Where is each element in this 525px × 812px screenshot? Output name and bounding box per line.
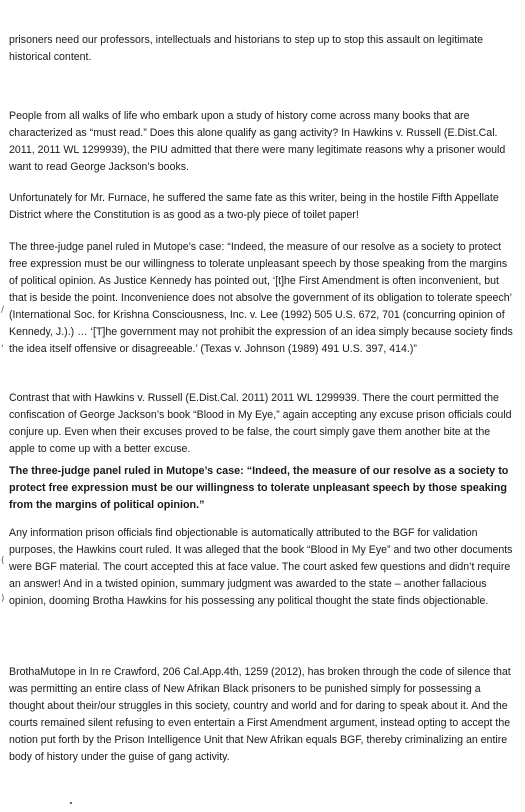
paragraph-crawford: BrothaMutope in In re Crawford, 206 Cal.App.4th, 1259 (2012), has broken through the code of silence that was permitting an entire class of New Afrikan Black prisoners to be punished simply for possessing a thought about their/our struggles in this society, country and world and for daring to speak about it. And the courts remained silent refusing to even entertain a First Amendment argument, instead opting to accept the notion put forth by the Prison Intelligence Unit that New Afrikan equals BGF, thereby criminalizing an entire body of history under the guise of gang activity. xyxy=(9,666,511,763)
paragraph-intro: prisoners need our professors, intellectuals and historians to step up to stop this assault on legitimate historical content. xyxy=(9,34,484,63)
margin-tick-mark: , xyxy=(1,339,4,349)
margin-bracket-mark: ( xyxy=(1,556,5,566)
paragraph-contrast: Contrast that with Hawkins v. Russell (E.Dist.Cal. 2011) 2011 WL 1299939. There the court permitted the confiscation of George Jackson’s book “Blood in My Eye,” again accepting any excuse prison officials could conjure up. Even when their excuses proved to be false, the court simply gave them another bite at the apple to come up with a better excuse. xyxy=(9,392,512,455)
margin-bracket-mark: ) xyxy=(1,594,5,604)
paragraph-furnace: Unfortunately for Mr. Furnace, he suffered the same fate as this writer, being in the hostile Fifth Appellate District where the Constitution is as good as a two-ply piece of toilet paper! xyxy=(9,192,499,221)
stray-dot-mark xyxy=(70,802,72,804)
margin-tick-mark: / xyxy=(1,305,5,315)
paragraph-mutope-quote-bold: The three-judge panel ruled in Mutope’s case: “Indeed, the measure of our resolve as a society to protect free expression must be our willingness to tolerate unpleasant speech by those speaking from the margins of political opinion.” xyxy=(9,465,509,511)
paragraph-hawkins-ruling: Any information prison officials find objectionable is automatically attributed to the BGF for validation purposes, the Hawkins court ruled. It was alleged that the book “Blood in My Eye” and two other documents were BGF material. The court accepted this at face value. The court asked few questions and didn’t require an answer! And in a twisted opinion, summary judgment was awarded to the state – another fallacious opinion, dooming Brotha Hawkins for his possessing any political thought the state finds objectionable. xyxy=(9,527,513,607)
paragraph-mutope-ruling: The three-judge panel ruled in Mutope’s case: “Indeed, the measure of our resolve as a society to protect free expression must be our willingness to tolerate unpleasant speech by those speaking from the margins of political opinion. As Justice Kennedy has pointed out, ‘[t]he First Amendment is often inconvenient, but that is beside the point. Inconvenience does not absolve the government of its obligation to tolerate speech’ (International Soc. for Krishna Consciousness, Inc. v. Lee (1992) 505 U.S. 672, 701 (concurring opinion of Kennedy, J.).) … ‘[T]he government may not prohibit the expression of an idea simply because society finds the idea itself offensive or disagreeable.’ (Texas v. Johnson (1989) 491 U.S. 397, 414.)” xyxy=(9,241,513,355)
paragraph-must-read: People from all walks of life who embark upon a study of history come across many books that are characterized as “must read.” Does this alone qualify as gang activity? In Hawkins v. Russell (E.Dist.Cal. 2011, 2011 WL 1299939), the PIU admitted that there were many legitimate reasons why a prisoner would want to read George Jackson’s books. xyxy=(9,110,506,173)
